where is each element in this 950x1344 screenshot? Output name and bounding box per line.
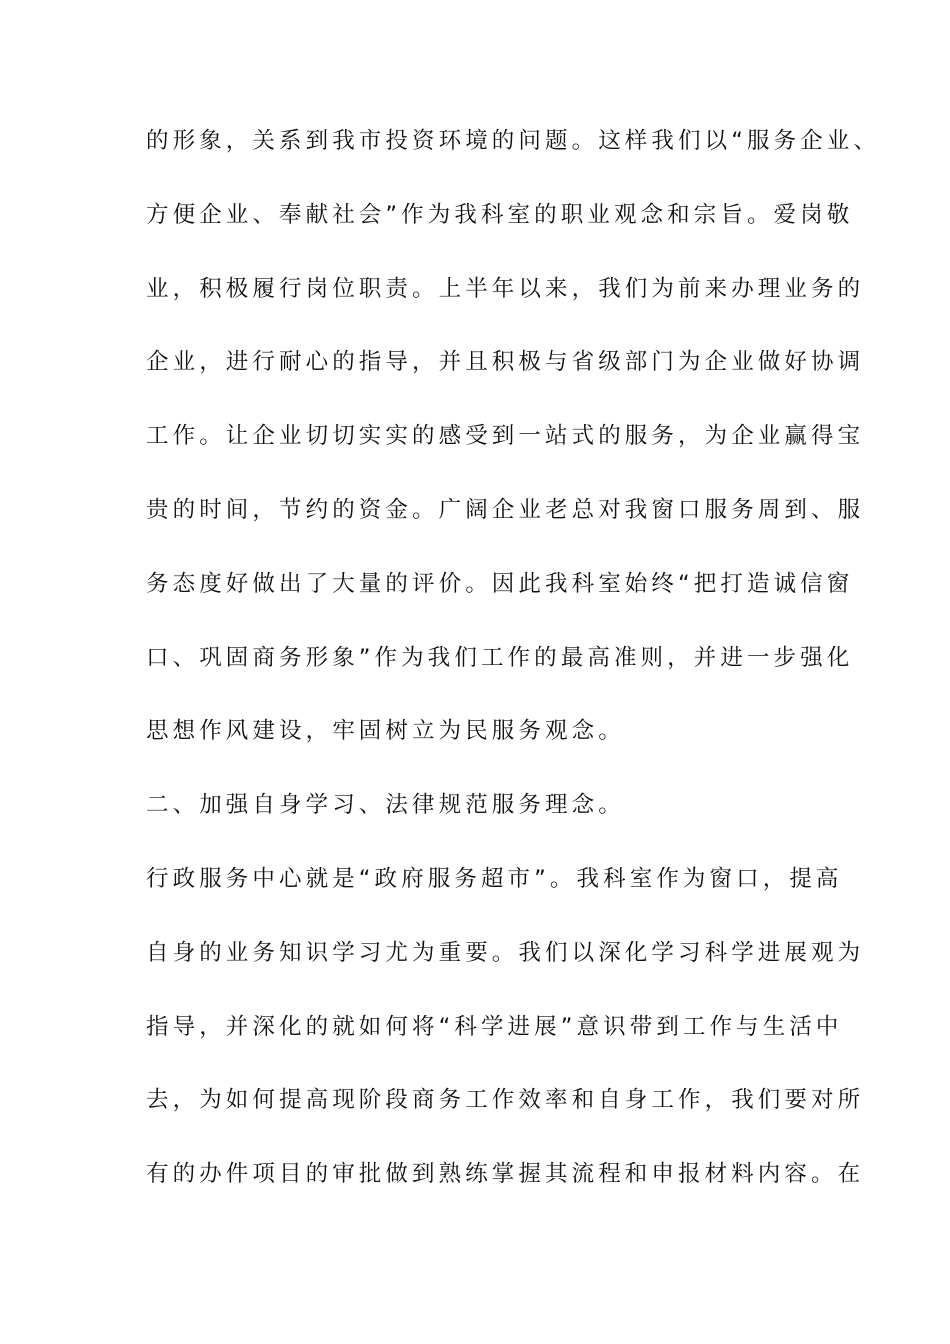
section-heading: 二、加强自身学习、法律规范服务理念。 [146, 792, 625, 819]
text-line: 贵的时间，节约的资金。广阔企业老总对我窗口服务周到、服 [146, 496, 865, 523]
text-line: 有的办件项目的审批做到熟练掌握其流程和申报材料内容。在 [146, 1161, 865, 1188]
text-line: 工作。让企业切切实实的感受到一站式的服务，为企业赢得宝 [146, 423, 865, 450]
body-text [146, 126, 880, 1233]
text-line: 指导，并深化的就如何将“科学进展”意识带到工作与生活中 [146, 1013, 843, 1040]
text-line: 务态度好做出了大量的评价。因此我科室始终“把打造诚信窗 [146, 570, 854, 597]
text-line: 业，积极履行岗位职责。上半年以来，我们为前来办理业务的 [146, 275, 865, 302]
text-line: 思想作风建设，牢固树立为民服务观念。 [146, 718, 625, 745]
text-line: 口、巩固商务形象”作为我们工作的最高准则，并进一步强化 [146, 644, 854, 671]
text-line: 去，为如何提高现阶段商务工作效率和自身工作，我们要对所 [146, 1087, 865, 1114]
text-line: 自身的业务知识学习尤为重要。我们以深化学习科学进展观为 [146, 939, 865, 966]
text-line: 的形象，关系到我市投资环境的问题。这样我们以“服务企业、 [146, 128, 880, 154]
text-line: 方便企业、奉献社会”作为我科室的职业观念和宗旨。爱岗敬 [146, 201, 854, 228]
text-line: 行政服务中心就是“政府服务超市”。我科室作为窗口，提高 [146, 865, 843, 892]
text-line: 企业，进行耐心的指导，并且积极与省级部门为企业做好协调 [146, 349, 865, 376]
